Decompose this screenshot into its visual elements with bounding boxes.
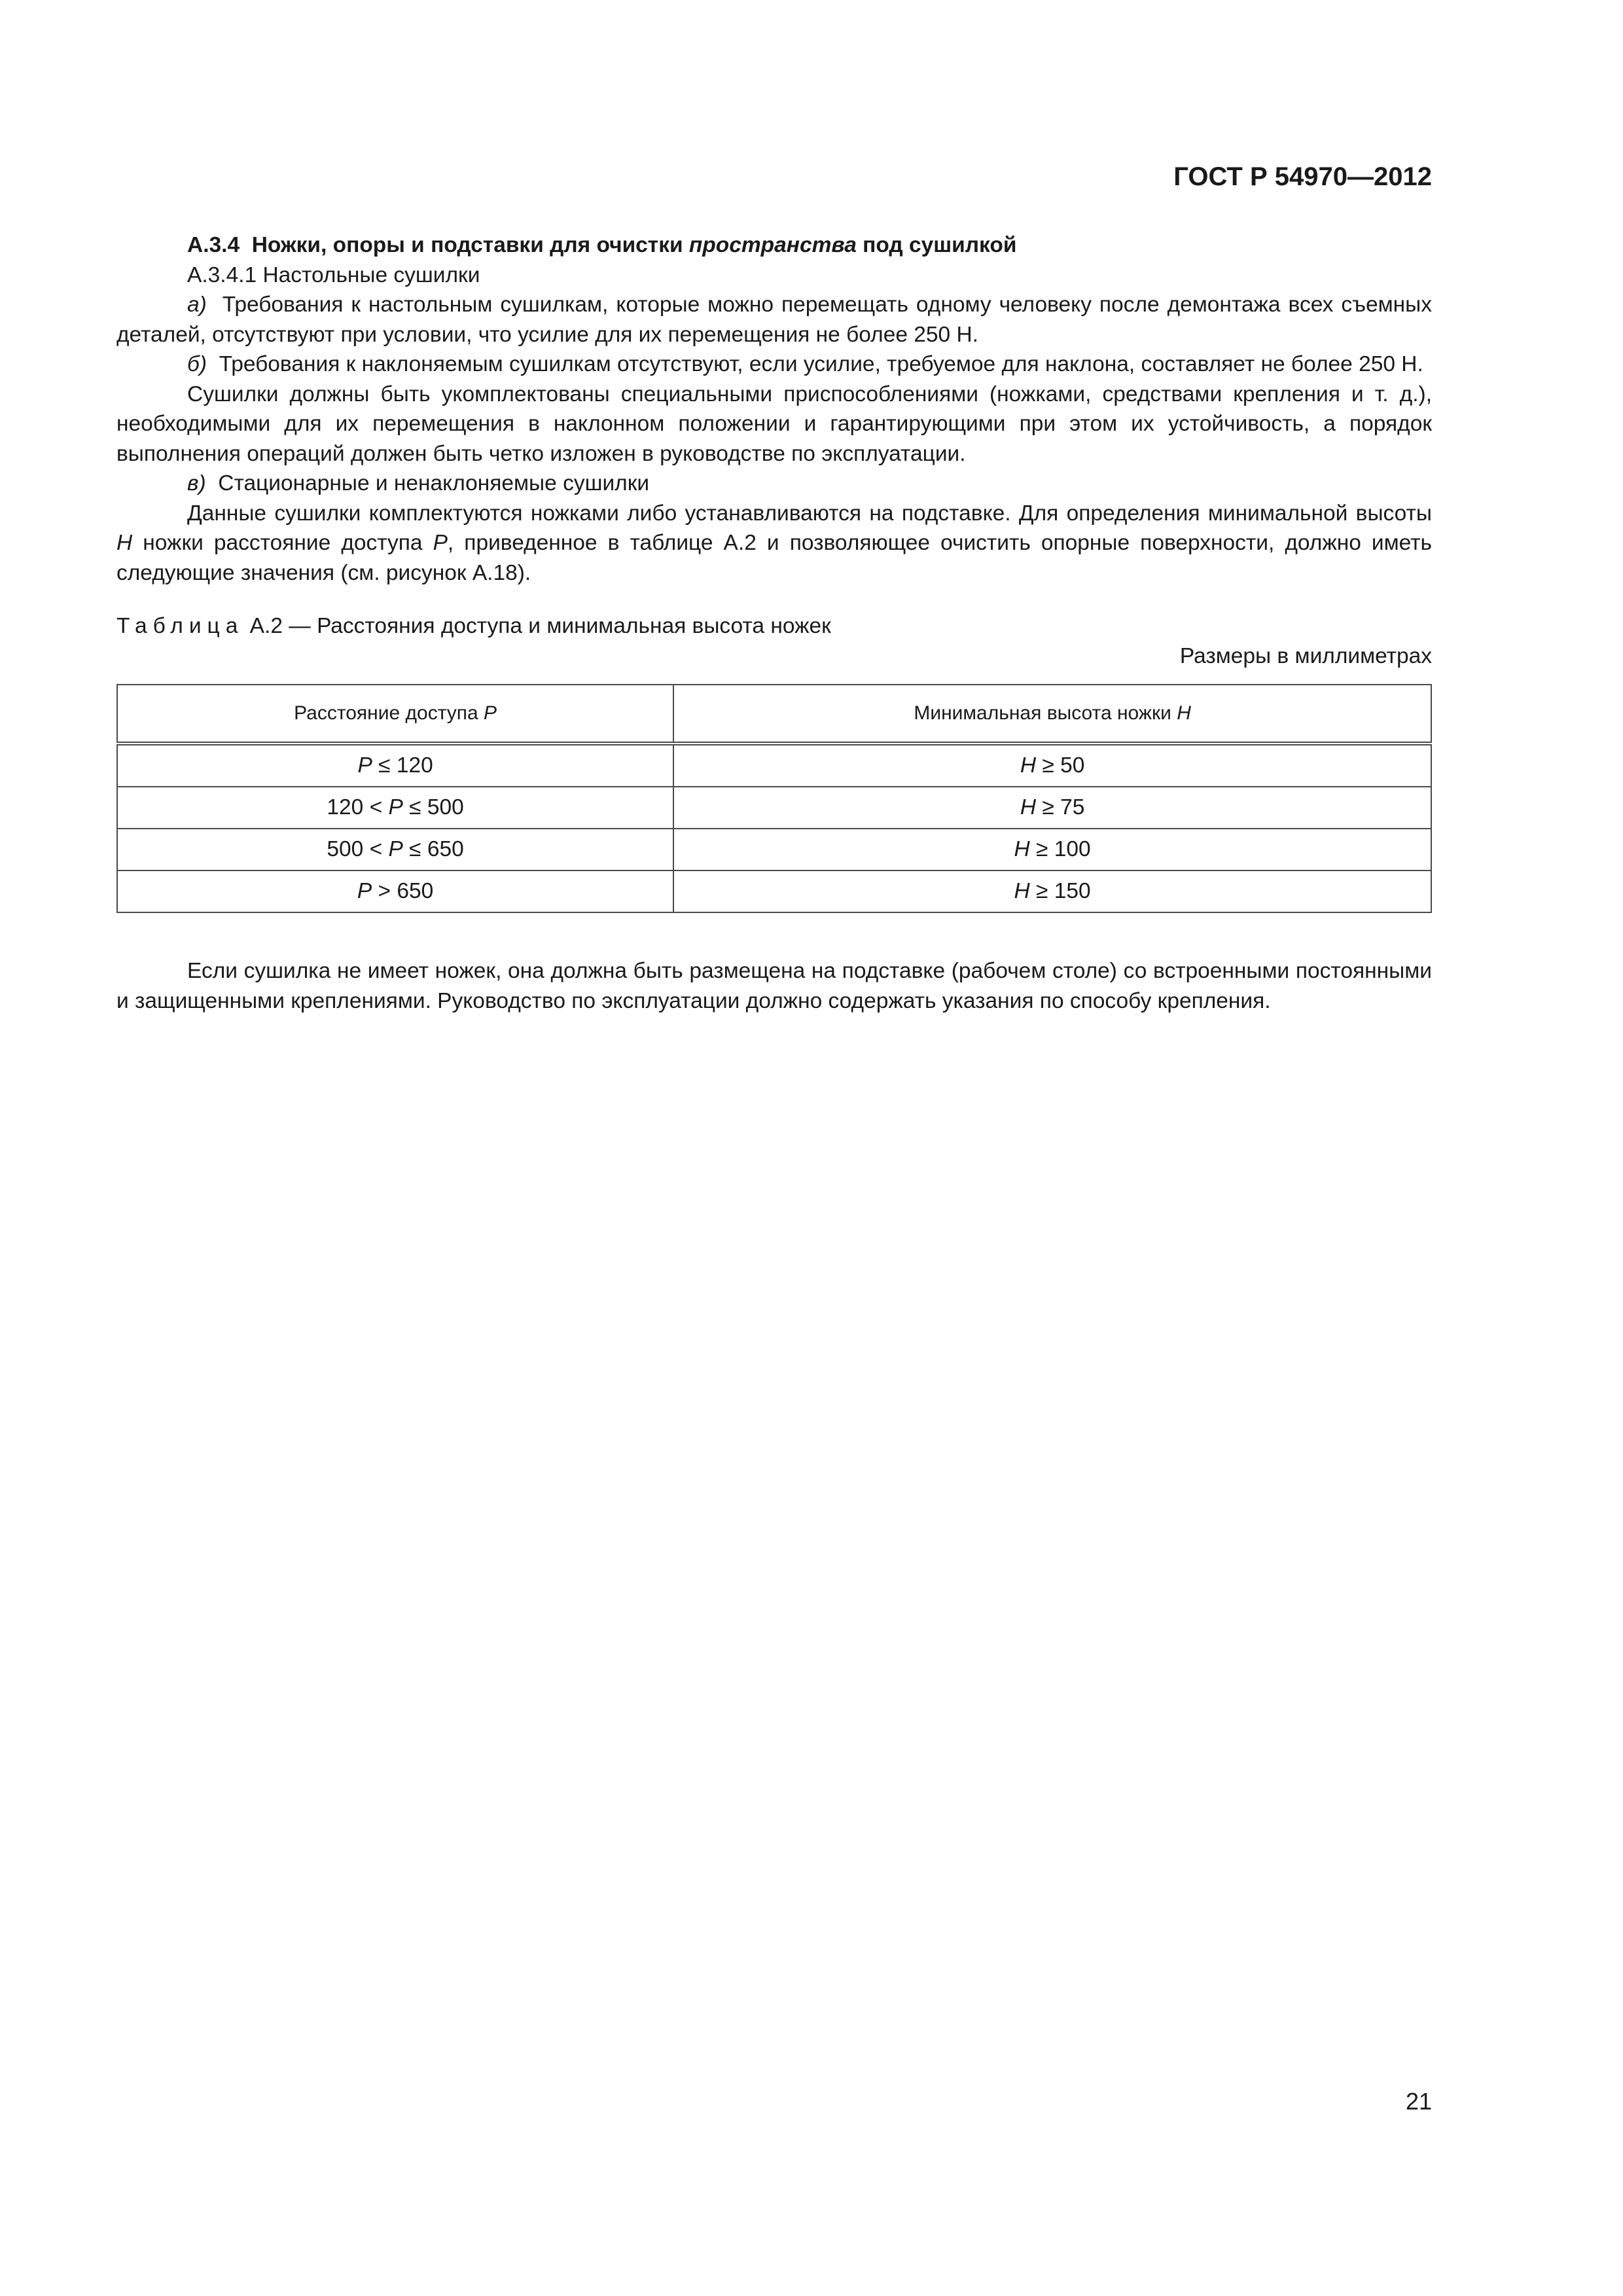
paragraph-b bbox=[116, 350, 1432, 380]
page-number: 21 bbox=[1405, 2088, 1432, 2115]
heading-text-after: под сушилкой bbox=[856, 233, 1017, 257]
section-heading bbox=[116, 230, 1432, 260]
paragraph-legs-part2: ножки расстояние доступа bbox=[132, 531, 433, 555]
cell-height bbox=[673, 787, 1431, 829]
column-header-height-var: H bbox=[1177, 702, 1191, 725]
paragraph-legs-part3: , приведенное в таблице А.2 и позволяющее очистить опорные поверхности, должно иметь следующие значения (см. рисунок А.18). bbox=[116, 531, 1432, 585]
document-number: ГОСТ Р 54970—2012 bbox=[1173, 162, 1432, 191]
cell-distance bbox=[117, 744, 673, 787]
cell-condition: ≥ 75 bbox=[1036, 795, 1085, 819]
column-header-distance-text: Расстояние доступа bbox=[294, 702, 484, 725]
subsection-heading: А.3.4.1 Настольные сушилки bbox=[187, 262, 480, 287]
cell-height bbox=[673, 870, 1431, 912]
cell-condition: ≥ 150 bbox=[1029, 879, 1091, 903]
heading-number: А.3.4 bbox=[187, 233, 240, 257]
cell-prefix: 120 < bbox=[327, 795, 389, 819]
paragraph-legs-part1: Данные сушилки комплектуются ножками либо устанавливаются на подставке. Для определения минимальной высоты bbox=[187, 501, 1432, 526]
table-row bbox=[117, 787, 1431, 829]
cell-var: H bbox=[1020, 795, 1037, 819]
item-marker-a: а) bbox=[187, 293, 207, 317]
table-caption-text: А.2 — Расстояния доступа и минимальная высота ножек bbox=[249, 614, 831, 638]
cell-condition: ≤ 500 bbox=[402, 795, 464, 819]
table-header-row bbox=[117, 685, 1431, 744]
cell-condition: ≥ 100 bbox=[1029, 837, 1091, 861]
table-row bbox=[117, 829, 1431, 870]
cell-var: H bbox=[1020, 753, 1037, 778]
cell-var: P bbox=[388, 795, 403, 819]
page-content bbox=[116, 230, 1432, 1016]
table-caption bbox=[116, 611, 1432, 641]
column-header-height bbox=[673, 685, 1431, 744]
cell-distance bbox=[117, 829, 673, 870]
cell-var: P bbox=[357, 879, 372, 903]
table-row bbox=[117, 744, 1431, 787]
paragraph-v-text: Стационарные и ненаклоняемые сушилки bbox=[218, 471, 650, 495]
cell-var: H bbox=[1014, 837, 1030, 861]
cell-distance bbox=[117, 870, 673, 912]
cell-condition: ≤ 120 bbox=[372, 753, 433, 778]
heading-text-italic: пространства bbox=[688, 233, 857, 257]
column-header-distance-var: P bbox=[484, 702, 497, 725]
paragraph-fixtures: Сушилки должны быть укомплектованы специальными приспособлениями (ножками, средствами крепления и т. д.), необходимыми для их перемещения в наклонном положении и гарантирующими при этом их устойчивость, а порядок выполнения операций должен быть четко изложен в руководстве по эксплуатации. bbox=[116, 382, 1432, 466]
cell-height bbox=[673, 744, 1431, 787]
cell-condition: ≤ 650 bbox=[402, 837, 464, 861]
access-distance-table bbox=[116, 684, 1432, 913]
table-row bbox=[117, 870, 1431, 912]
paragraph-v bbox=[116, 469, 1432, 499]
cell-condition: > 650 bbox=[372, 879, 434, 903]
column-header-height-text: Минимальная высота ножки bbox=[914, 702, 1177, 725]
item-marker-b: б) bbox=[187, 352, 207, 376]
cell-distance bbox=[117, 787, 673, 829]
cell-var: P bbox=[388, 837, 403, 861]
table-units: Размеры в миллиметрах bbox=[1179, 643, 1432, 668]
cell-height bbox=[673, 829, 1431, 870]
var-p: P bbox=[433, 531, 448, 555]
item-marker-v: в) bbox=[187, 471, 206, 495]
paragraph-a bbox=[116, 290, 1432, 350]
cell-prefix: 500 < bbox=[327, 837, 389, 861]
heading-text-before: Ножки, опоры и подставки для очистки bbox=[251, 233, 689, 257]
column-header-distance bbox=[117, 685, 673, 744]
cell-condition: ≥ 50 bbox=[1036, 753, 1085, 778]
table-caption-word: Таблица bbox=[116, 614, 244, 638]
paragraph-legs bbox=[116, 499, 1432, 588]
paragraph-no-legs: Если сушилка не имеет ножек, она должна быть размещена на подставке (рабочем столе) со встроенными постоянными и защищенными креплениями. Руководство по эксплуатации должно содержать указания по способу крепления. bbox=[116, 959, 1432, 1013]
var-h: H bbox=[116, 531, 133, 555]
cell-var: H bbox=[1014, 879, 1030, 903]
paragraph-b-text: Требования к наклоняемым сушилкам отсутствуют, если усилие, требуемое для наклона, составляет не более 250 Н. bbox=[219, 352, 1423, 376]
paragraph-a-text: Требования к настольным сушилкам, которые можно перемещать одному человеку после демонтажа всех съемных деталей, отсутствуют при условии, что усилие для их перемещения не более 250 Н. bbox=[116, 293, 1433, 347]
cell-var: P bbox=[357, 753, 372, 778]
